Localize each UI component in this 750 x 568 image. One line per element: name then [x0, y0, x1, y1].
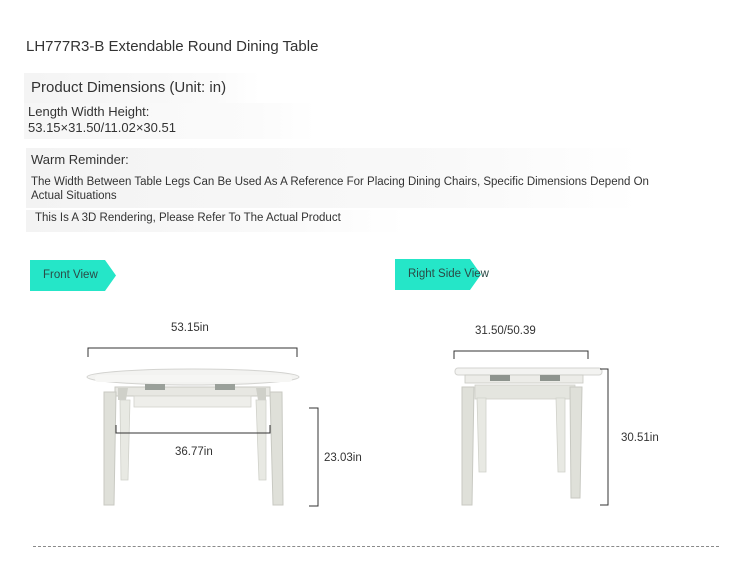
dimensions-label: Length Width Height:	[28, 104, 150, 119]
front-tabletop-edge	[95, 375, 292, 382]
front-leg-back-left	[120, 400, 130, 480]
front-view-label: Front View	[43, 269, 98, 281]
side-mechanism-right	[540, 375, 560, 381]
side-apron	[465, 375, 583, 383]
front-leg-span-label: 36.77in	[175, 446, 213, 458]
side-tabletop	[455, 368, 602, 375]
side-view-label: Right Side View	[408, 268, 489, 280]
side-leg-back-right	[556, 398, 565, 472]
side-height-label: 30.51in	[621, 432, 659, 444]
front-width-dimension-line	[88, 348, 297, 357]
rendering-note: This Is A 3D Rendering, Please Refer To The Actual Product	[35, 212, 341, 224]
front-leg-left	[104, 392, 116, 505]
page-title: LH777R3-B Extendable Round Dining Table	[26, 38, 319, 55]
side-height-dimension-line	[600, 369, 608, 505]
bottom-divider	[33, 546, 719, 547]
side-width-dimension-line	[454, 351, 588, 359]
side-leg-right	[570, 387, 582, 498]
side-leg-left	[462, 387, 474, 505]
front-leg-span-dimension-line	[116, 425, 270, 433]
front-leg-back-right	[256, 400, 266, 480]
front-view-drawing	[87, 348, 318, 506]
front-stretcher	[134, 396, 251, 407]
front-leg-right-joint	[256, 388, 266, 400]
side-leg-back-left	[477, 398, 486, 472]
side-stretcher	[475, 385, 575, 399]
front-mechanism-left	[145, 384, 165, 390]
front-height-dimension-line	[309, 408, 318, 506]
front-top-width-label: 53.15in	[171, 322, 209, 334]
front-leg-left-joint	[118, 388, 128, 400]
reminder-heading: Warm Reminder:	[31, 152, 129, 167]
dimensions-value: 53.15×31.50/11.02×30.51	[28, 120, 176, 135]
side-view-drawing	[454, 351, 608, 505]
reminder-text: The Width Between Table Legs Can Be Used As A Reference For Placing Dining Chairs, Specific Dimensions Depend On Actual Situations	[31, 176, 649, 202]
side-mechanism-left	[490, 375, 510, 381]
front-leg-right	[270, 392, 283, 505]
side-top-width-label: 31.50/50.39	[475, 325, 536, 337]
front-apron	[115, 387, 270, 396]
dimensions-heading: Product Dimensions (Unit: in)	[31, 79, 227, 96]
front-height-label: 23.03in	[324, 452, 362, 464]
front-mechanism-right	[215, 384, 235, 390]
